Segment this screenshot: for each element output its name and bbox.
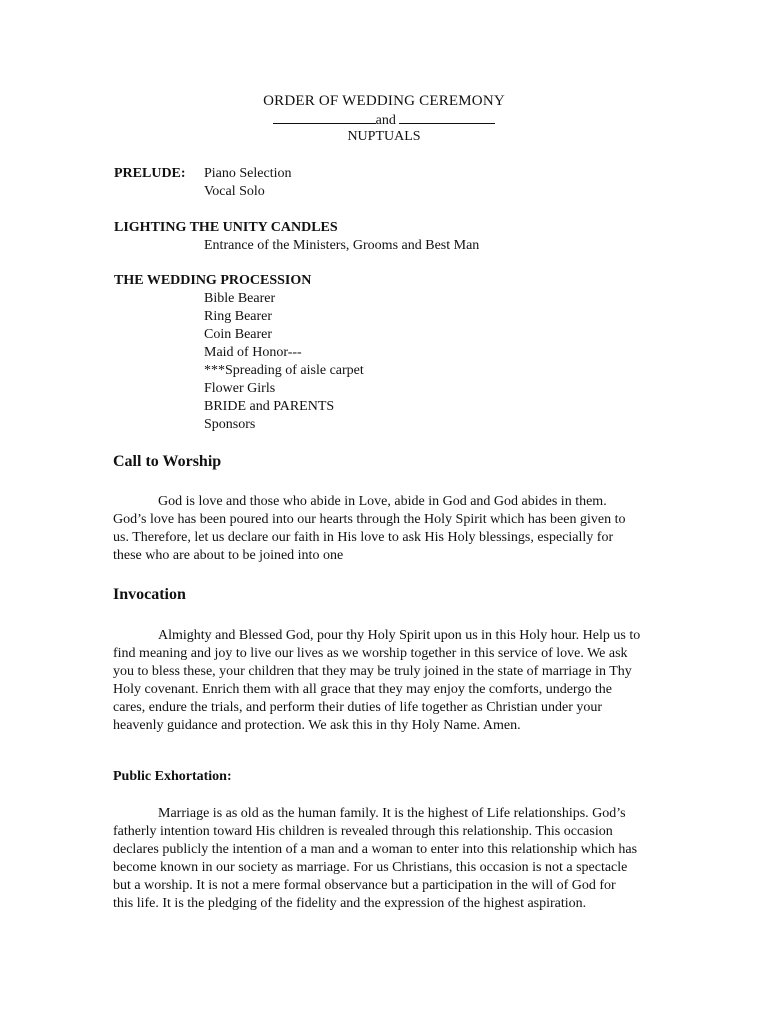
groom-name-blank [273, 110, 376, 124]
procession-item: Coin Bearer [204, 327, 273, 342]
procession-item: Maid of Honor--- [204, 345, 302, 360]
paragraph-line: but a worship. It is not a mere formal observance but a participation in the will of God for [113, 878, 616, 893]
procession-item: ***Spreading of aisle carpet [204, 363, 364, 378]
paragraph-line: us. Therefore, let us declare our faith in His love to ask His Holy blessings, especially for [113, 530, 614, 545]
paragraph-line: become known in our society as marriage. For us Christians, this occasion is not a spectacle [113, 860, 628, 875]
paragraph-line: you to bless these, your children that they may be truly joined in the state of marriage in Thy [113, 664, 632, 679]
document-title: ORDER OF WEDDING CEREMONY [263, 93, 505, 109]
invocation-paragraph [113, 627, 681, 735]
procession-item: Sponsors [204, 417, 256, 432]
paragraph-line: heavenly guidance and protection. We ask this in thy Holy Name. Amen. [113, 718, 521, 733]
couple-names-line [0, 110, 768, 130]
paragraph-line: Marriage is as old as the human family. It is the highest of Life relationships. God’s [158, 806, 626, 821]
public-exhortation-paragraph [113, 805, 681, 913]
procession-item: Flower Girls [204, 381, 276, 396]
prelude-item: Piano Selection [204, 166, 292, 181]
couple-connector: and [375, 113, 396, 128]
paragraph-line: cares, endure the trials, and perform their duties of life together as Christian under your [113, 700, 603, 715]
prelude-item: Vocal Solo [204, 184, 265, 199]
paragraph-line: fatherly intention toward His children is revealed through this relationship. This occasion [113, 824, 613, 839]
call-to-worship-paragraph [113, 493, 681, 565]
paragraph-line: declares publicly the intention of a man and a woman to enter into this relationship which has [113, 842, 638, 857]
paragraph-line: Almighty and Blessed God, pour thy Holy Spirit upon us in this Holy hour. Help us to [158, 628, 641, 643]
unity-candles-heading: LIGHTING THE UNITY CANDLES [114, 220, 338, 235]
invocation-heading: Invocation [113, 586, 186, 603]
paragraph-line: God’s love has been poured into our hearts through the Holy Spirit which has been given to [113, 512, 626, 527]
paragraph-line: Holy covenant. Enrich them with all grace that they may enjoy the comforts, undergo the [113, 682, 612, 697]
bride-name-blank [399, 110, 495, 124]
procession-item: BRIDE and PARENTS [204, 399, 335, 414]
procession-item: Bible Bearer [204, 291, 276, 306]
document-subtitle: NUPTUALS [347, 129, 421, 144]
call-to-worship-heading: Call to Worship [113, 453, 222, 470]
paragraph-line: this life. It is the pledging of the fidelity and the expression of the highest aspiration. [113, 896, 587, 911]
paragraph-line: find meaning and joy to live our lives as we worship together in this service of love. We ask [113, 646, 628, 661]
public-exhortation-heading: Public Exhortation: [113, 769, 232, 784]
unity-candles-item: Entrance of the Ministers, Grooms and Best Man [204, 238, 480, 253]
paragraph-line: God is love and those who abide in Love, abide in God and God abides in them. [158, 494, 607, 509]
paragraph-line: these who are about to be joined into one [113, 548, 344, 563]
prelude-heading: PRELUDE: [114, 166, 186, 181]
procession-item: Ring Bearer [204, 309, 273, 324]
procession-heading: THE WEDDING PROCESSION [114, 273, 312, 288]
